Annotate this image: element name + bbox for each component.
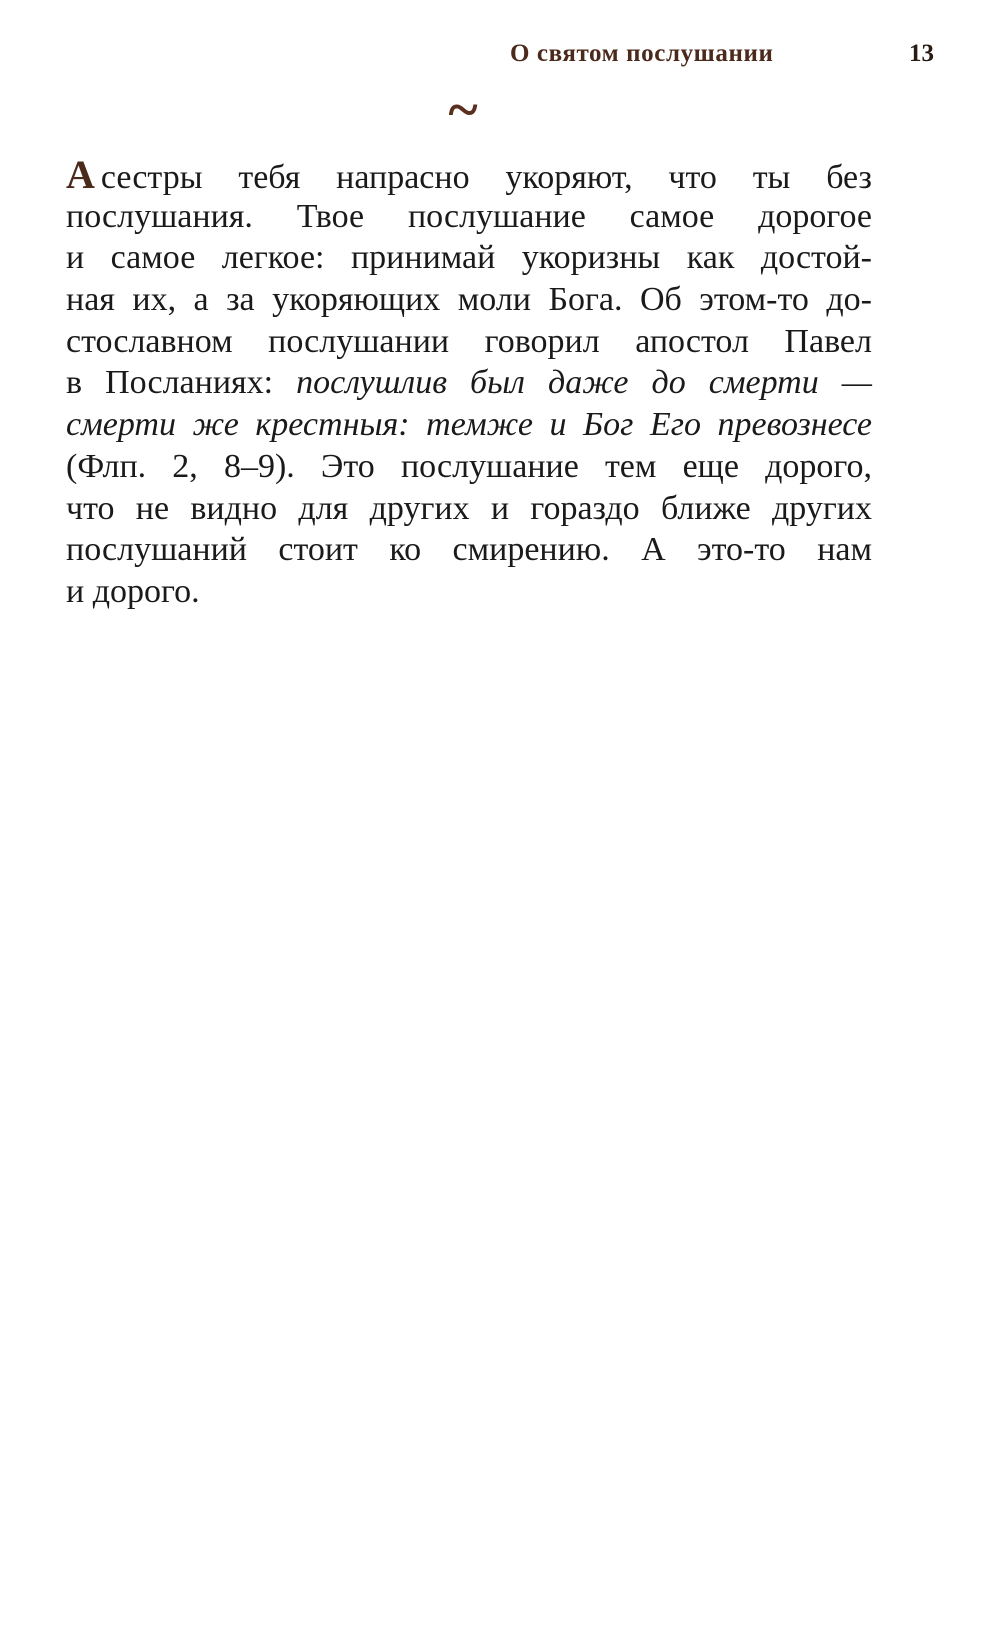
page-number: 13 (909, 40, 934, 67)
text-line: стославном послушании говорил апостол Павел (66, 322, 872, 360)
text-line: (Флп. 2, 8–9). Это послушание тем еще дорого, (66, 447, 872, 485)
text-line: и самое легкое: принимай укоризны как достой- (66, 239, 872, 277)
body-text (66, 154, 872, 613)
text-line: А сестры тебя напрасно укоряют, что ты без (66, 152, 872, 197)
scripture-quote: послушлив был даже до смерти — (296, 364, 872, 402)
drop-cap: А (66, 152, 95, 197)
tilde-ornament: ~ (448, 79, 478, 141)
text-line: ная их, а за укоряющих моли Бога. Об этом-то до- (66, 281, 872, 319)
text-line: и дорого. (66, 572, 200, 610)
running-title: О святом послушании (510, 40, 774, 67)
scripture-quote: смерти же крестныя: темже и Бог Его превознесе (66, 406, 872, 444)
text-line (66, 362, 872, 404)
text-line: послушаний стоит ко смирению. А это-то нам (66, 531, 872, 569)
text-line: что не видно для других и гораздо ближе других (66, 489, 872, 527)
text-line: послушания. Твое послушание самое дорогое (66, 197, 872, 235)
text-segment: в Посланиях: (66, 364, 297, 402)
